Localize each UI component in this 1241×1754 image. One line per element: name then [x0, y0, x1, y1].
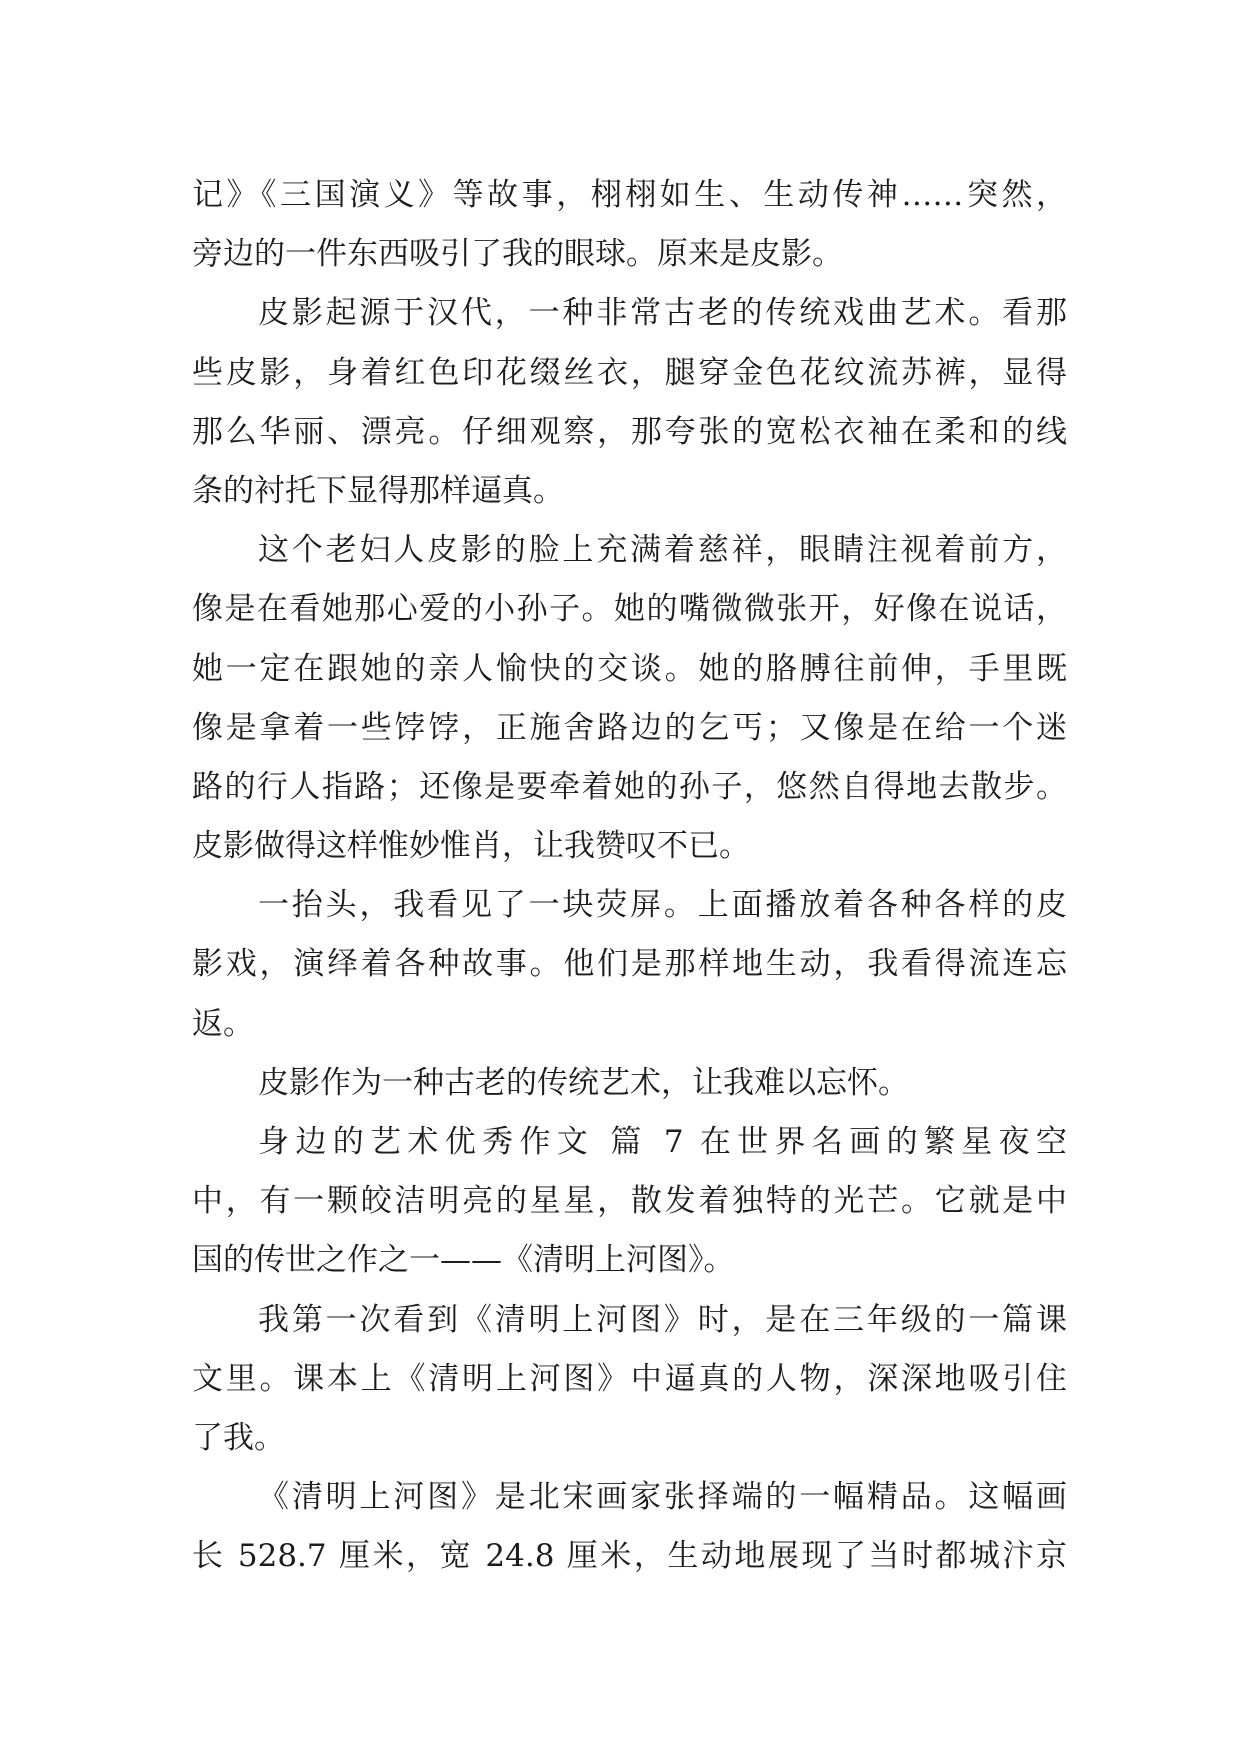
text-line: 了我。 — [192, 1419, 285, 1456]
text-line: 像是在看她那心爱的小孙子。她的嘴微微张开，好像在说话， — [192, 591, 1067, 628]
text-line: 皮影作为一种古老的传统艺术，让我难以忘怀。 — [258, 1064, 909, 1101]
text-line: 像是拿着一些饽饽，正施舍路边的乞丐；又像是在给一个迷 — [192, 709, 1067, 746]
text-line: 我第一次看到《清明上河图》时，是在三年级的一篇课 — [258, 1301, 1067, 1338]
essay-text-block — [192, 166, 1067, 1587]
text-line: 路的行人指路；还像是要牵着她的孙子，悠然自得地去散步。 — [192, 768, 1067, 805]
text-line: 皮影起源于汉代，一种非常古老的传统戏曲艺术。看那 — [258, 295, 1067, 332]
text-line: 一抬头，我看见了一块荧屏。上面播放着各种各样的皮 — [258, 887, 1067, 924]
text-line: 皮影做得这样惟妙惟肖，让我赞叹不已。 — [192, 828, 750, 865]
text-line: 那么华丽、漂亮。仔细观察，那夸张的宽松衣袖在柔和的线 — [192, 413, 1067, 450]
text-line: 《清明上河图》是北宋画家张择端的一幅精品。这幅画 — [258, 1479, 1067, 1516]
text-line: 身边的艺术优秀作文 篇 7 在世界名画的繁星夜空 — [258, 1124, 1067, 1160]
text-line: 影戏，演绎着各种故事。他们是那样地生动，我看得流连忘 — [192, 946, 1067, 983]
text-line: 这个老妇人皮影的脸上充满着慈祥，眼睛注视着前方， — [258, 532, 1067, 569]
text-line: 她一定在跟她的亲人愉快的交谈。她的胳膊往前伸，手里既 — [192, 650, 1067, 687]
text-line: 记》《三国演义》等故事，栩栩如生、生动传神……突然， — [192, 177, 1067, 213]
text-line: 旁边的一件东西吸引了我的眼球。原来是皮影。 — [192, 236, 843, 273]
text-line: 返。 — [192, 1005, 254, 1042]
text-line: 国的传世之作之一——《清明上河图》。 — [192, 1242, 735, 1279]
text-line: 长 528.7 厘米，宽 24.8 厘米，生动地展现了当时都城汴京 — [192, 1538, 1067, 1575]
text-line: 些皮影，身着红色印花缀丝衣，腿穿金色花纹流苏裤，显得 — [192, 354, 1067, 391]
text-line: 条的衬托下显得那样逼真。 — [192, 472, 564, 509]
text-line: 文里。课本上《清明上河图》中逼真的人物，深深地吸引住 — [192, 1360, 1067, 1397]
text-line: 中，有一颗皎洁明亮的星星，散发着独特的光芒。它就是中 — [192, 1183, 1067, 1220]
